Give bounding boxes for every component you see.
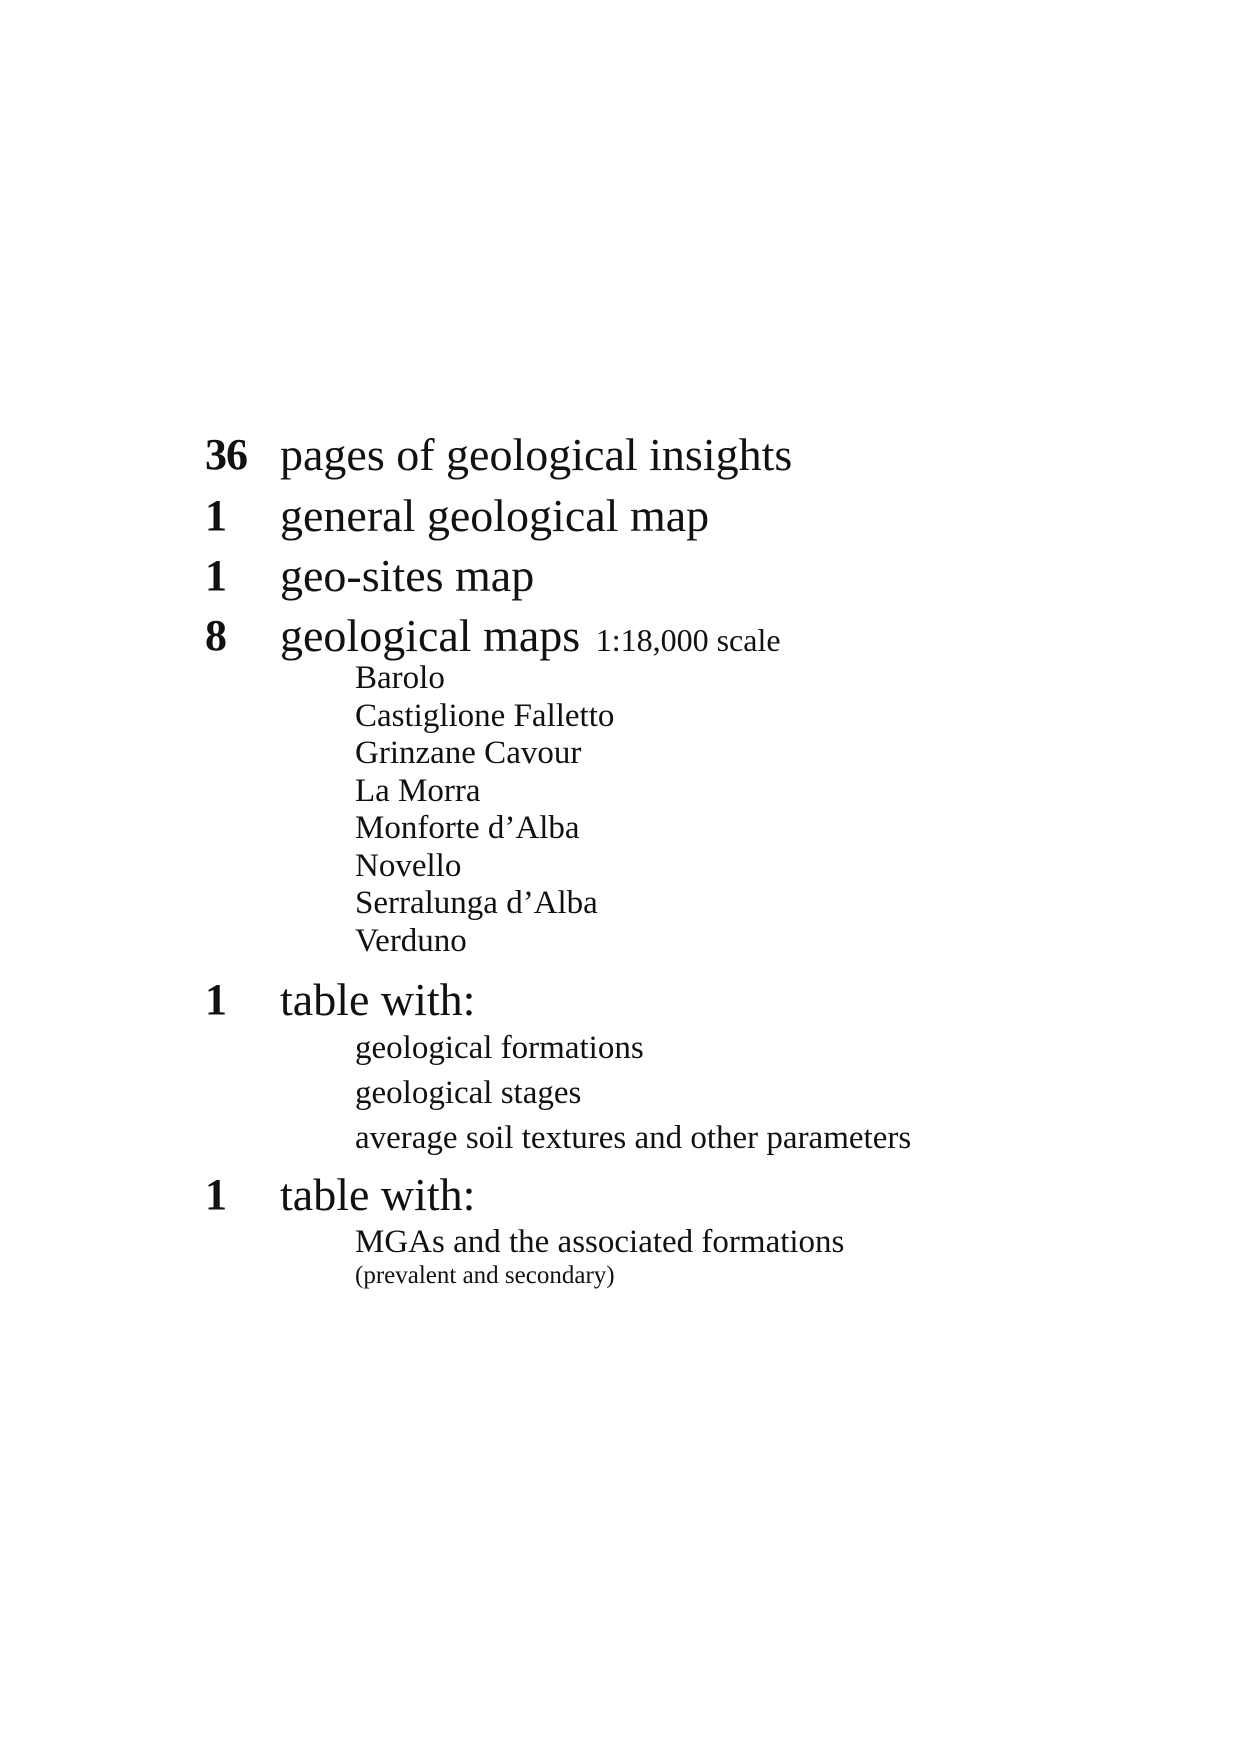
municipality-item: Monforte d’Alba [355, 810, 580, 846]
table-contents-item: geological stages [355, 1075, 582, 1111]
table-note: (prevalent and secondary) [355, 1262, 615, 1289]
table-contents-list [355, 1026, 911, 1161]
entry-count: 1 [205, 491, 226, 540]
entry-count: 1 [205, 1170, 226, 1219]
table-contents-item: average soil textures and other parameters [355, 1120, 912, 1156]
table-contents-item: MGAs and the associated formations [355, 1224, 845, 1260]
entry-count: 8 [205, 611, 226, 660]
entry-label: general geological map [280, 490, 710, 541]
entry-label: table with: [280, 1169, 476, 1220]
table-contents-list [355, 1224, 844, 1262]
entry-label: geo-sites map [280, 550, 535, 601]
municipality-item: Verduno [355, 922, 467, 959]
entry-count: 1 [205, 551, 226, 600]
municipality-item: Castiglione Falletto [355, 697, 615, 734]
entry-count: 1 [205, 975, 226, 1024]
municipality-item: Serralunga d’Alba [355, 885, 598, 921]
entry-count: 36 [205, 430, 247, 479]
entry-label-text: geological maps [280, 610, 581, 661]
municipality-item: Novello [355, 847, 462, 884]
contents-list [205, 0, 1205, 1754]
municipality-item: Grinzane Cavour [355, 735, 582, 771]
municipality-item: Barolo [355, 660, 445, 696]
municipality-item: La Morra [355, 772, 481, 809]
map-scale: 1:18,000 scale [595, 622, 781, 658]
entry-label: table with: [280, 974, 476, 1025]
table-contents-item: geological formations [355, 1030, 644, 1066]
municipality-list [355, 660, 614, 960]
entry-label: pages of geological insights [280, 429, 793, 480]
